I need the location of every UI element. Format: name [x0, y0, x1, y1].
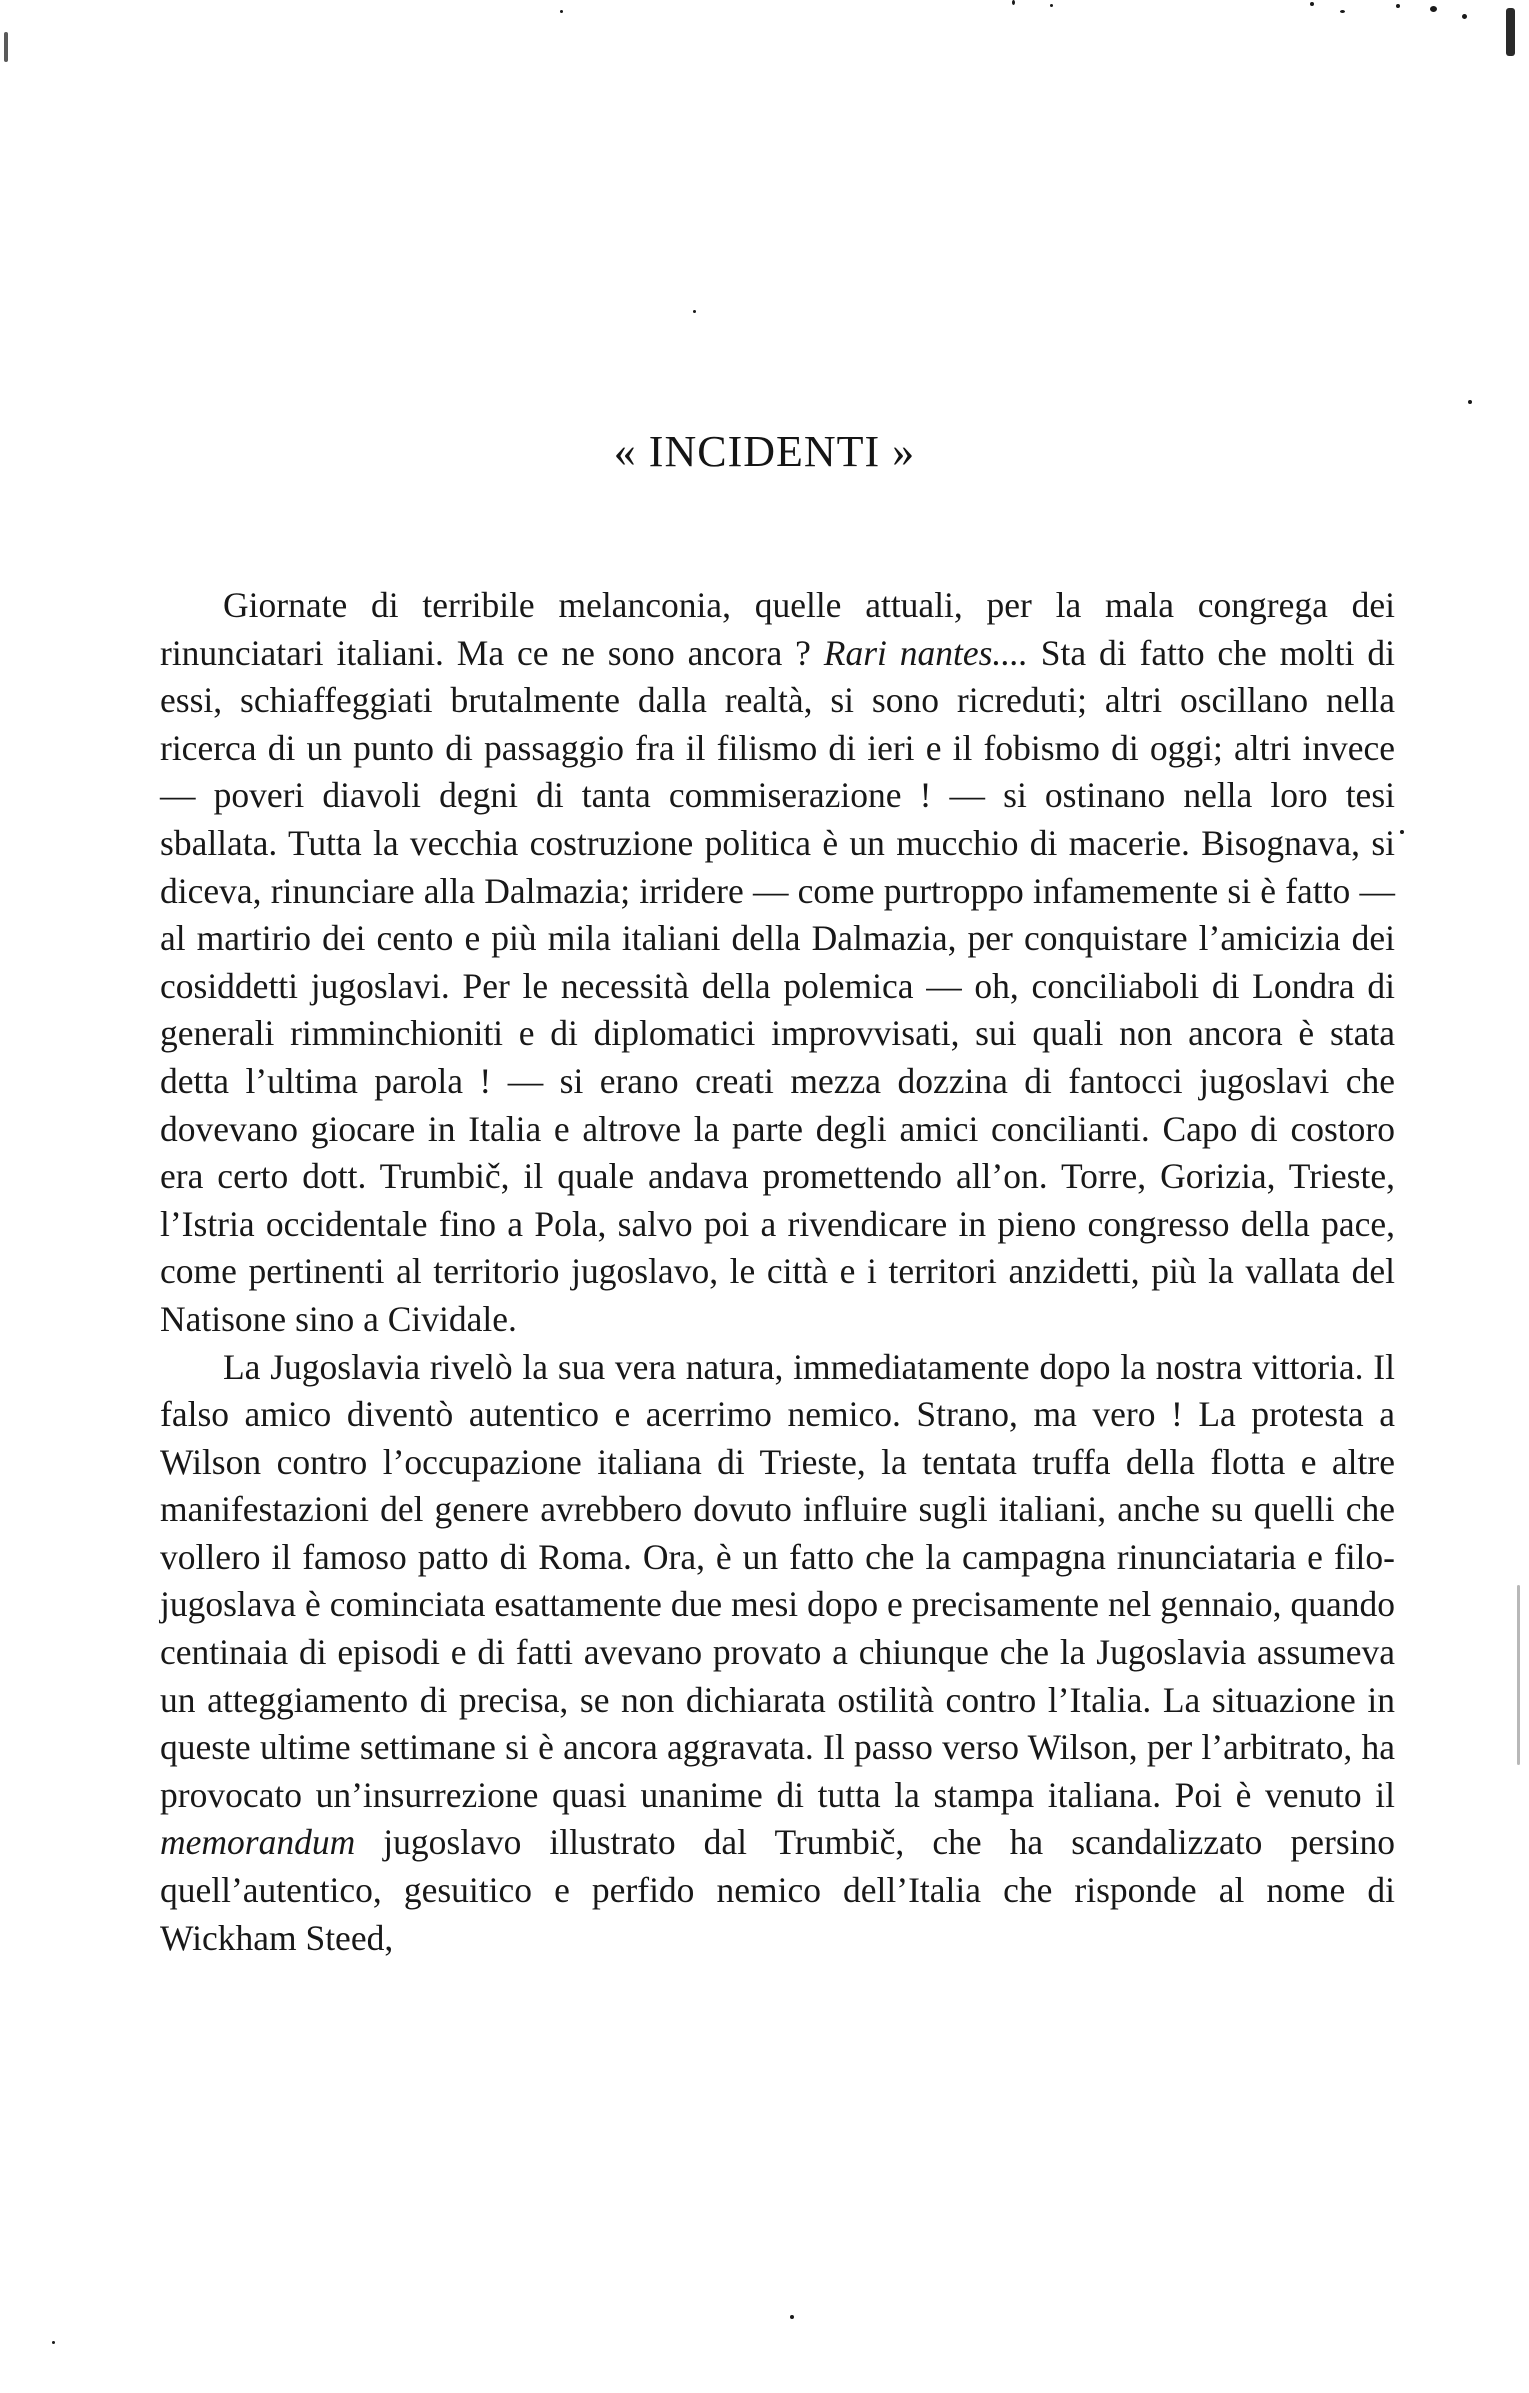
scan-speckle — [1310, 2, 1314, 6]
page-title: « INCIDENTI » — [613, 427, 916, 476]
text-run: Giornate di terribile melanconia, quelle attuali, per la mala congrega dei rinunciatari italiani. Ma ce ne sono ancora ? — [160, 585, 1395, 673]
scan-speckle — [560, 10, 563, 13]
scan-speckle — [693, 310, 696, 313]
scan-speckle — [1506, 8, 1515, 56]
scan-speckle — [1517, 1585, 1520, 1765]
paragraph — [160, 1344, 1395, 1963]
scan-speckle — [1462, 14, 1467, 19]
italic-text: memorandum — [160, 1822, 356, 1863]
scan-speckle — [790, 2315, 794, 2319]
text-run: Sta di fatto che molti di essi, schiaffeggiati brutalmente dalla realtà, si sono ricreduti; altri oscillano nella ricerca di un punto di passaggio fra il filismo di ieri e il fobismo di oggi; altri invece — poveri diavoli degni di tanta commiserazione ! — si ostinano nella loro tesi sballata. Tutta la vecchia costruzione politica è un mucchio di macerie. Bisognava, si diceva, rinunciare alla Dalmazia; irridere — come purtroppo infamemente si è fatto — al martirio dei cento e più mila italiani della Dalmazia, per conquistare l’amicizia dei cosiddetti jugoslavi. Per le necessità della polemica — oh, conciliaboli di Londra di generali rimminchioniti e di diplomatici improvvisati, sui quali non ancora è stata detta l’ultima parola ! — si erano creati mezza dozzina di fantocci jugoslavi che dovevano giocare in Italia e altrove la parte degli amici concilianti. Capo di costoro era certo dott. Trumbič, il quale andava promettendo all’on. Torre, Gorizia, Trieste, l’Istria occidentale fino a Pola, salvo poi a rivendicare in pieno congresso della pace, come pertinenti al territorio jugoslavo, le città e i territori anzidetti, più la vallata del Natisone sino a Cividale. — [160, 632, 1395, 1339]
scan-speckle — [1396, 4, 1400, 8]
scan-speckle — [1050, 4, 1053, 7]
text-run: jugoslavo illustrato dal Trumbič, che ha scandalizzato persino quell’autentico, gesuitico e perfido nemico dell’Italia che risponde al nome di Wickham Steed, — [160, 1822, 1395, 1958]
text-run: La Jugoslavia rivelò la sua vera natura, immediatamente dopo la nostra vittoria. Il falso amico diventò autentico e acerrimo nemico. Strano, ma vero ! La protesta a Wilson contro l’occupazione italiana di Trieste, la tentata truffa della flotta e altre manifestazioni del genere avrebbero dovuto influire sugli italiani, anche su quelli che vollero il famoso patto di Roma. Ora, è un fatto che la campagna rinunciataria e filo-jugoslava è cominciata esattamente due mesi dopo e precisamente nel gennaio, quando centinaia di episodi e di fatti avevano provato a chiunque che la Jugoslavia assumeva un atteggiamento di precisa, se non dichiarata ostilità contro l’Italia. La situazione in queste ultime settimane si è ancora aggravata. Il passo verso Wilson, per l’arbitrato, ha provocato un’insurrezione quasi unanime di tutta la stampa italiana. Poi è venuto il — [160, 1346, 1395, 1815]
scan-speckle — [1340, 10, 1345, 13]
body-text — [160, 582, 1395, 1962]
scan-speckle — [1430, 6, 1437, 12]
scan-speckle — [52, 2341, 55, 2344]
paragraph — [160, 582, 1395, 1344]
scan-speckle — [1468, 400, 1472, 404]
scan-speckle — [4, 32, 8, 62]
scan-speckle — [1012, 0, 1015, 5]
italic-text: Rari nantes.... — [823, 632, 1028, 673]
scan-speckle — [1400, 830, 1404, 834]
